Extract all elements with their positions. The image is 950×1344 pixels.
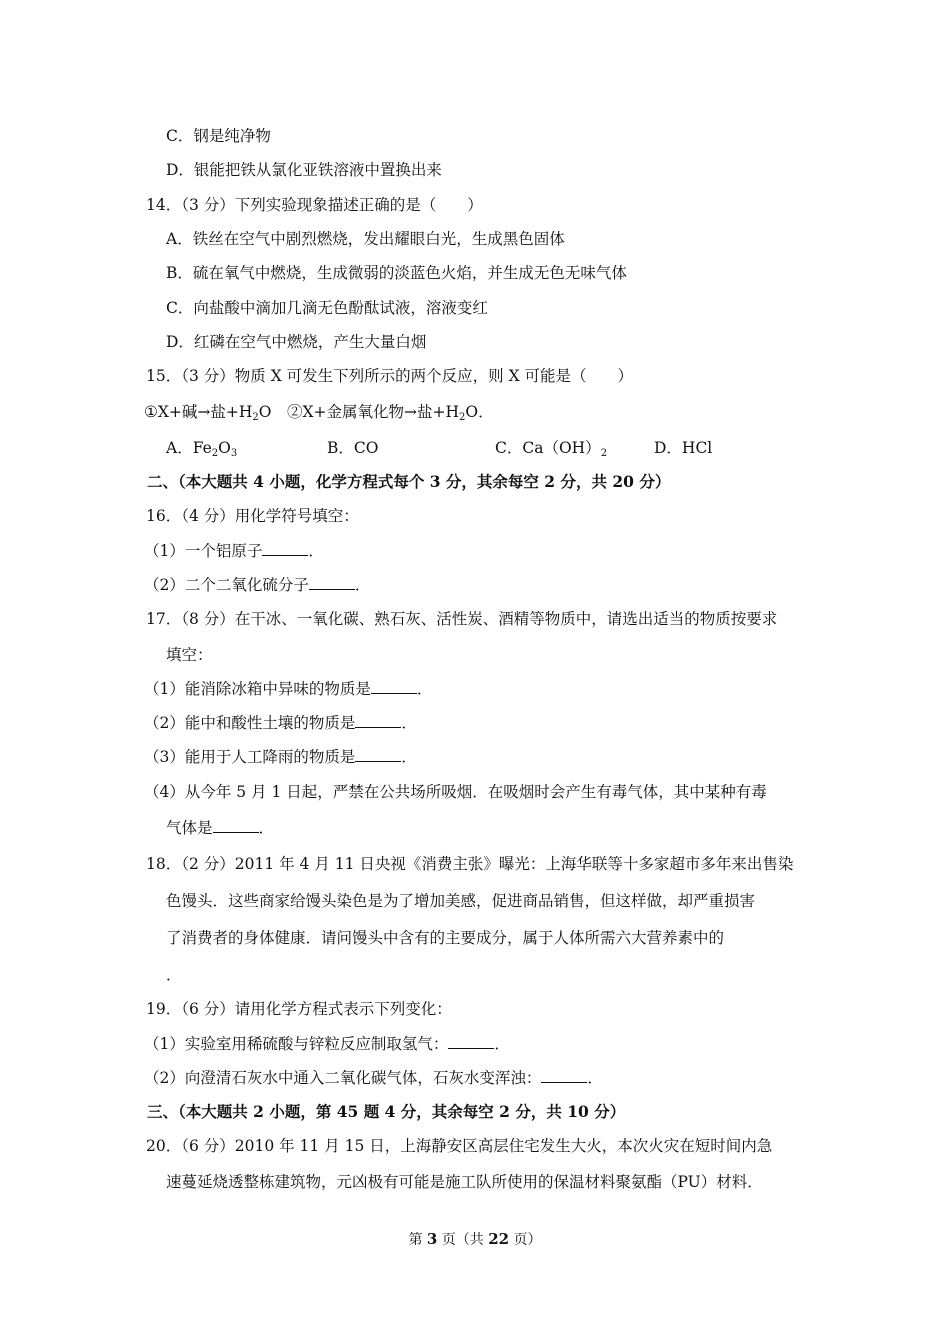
q15-option-a-sub1: 2 <box>211 448 219 459</box>
q16-stem: 16．（4 分）用化学符号填空： <box>146 507 359 525</box>
q15-reaction-1: ①X+碱→盐+H <box>144 403 253 421</box>
q14-option-b: B．硫在氧气中燃烧，生成微弱的淡蓝色火焰，并生成无色无味气体 <box>166 264 627 282</box>
footer-prefix: 第 <box>408 1232 427 1248</box>
q14-stem: 14．（3 分）下列实验现象描述正确的是（ ） <box>146 196 483 214</box>
q18-line-2: 色馒头．这些商家给馒头染色是为了增加美感，促进商品销售，但这样做，却严重损害 <box>166 892 756 910</box>
q13-option-d: D．银能把铁从氯化亚铁溶液中置换出来 <box>166 161 442 179</box>
footer-suffix: 页） <box>509 1232 542 1248</box>
answer-blank[interactable] <box>448 1048 494 1049</box>
q17-part-3 <box>144 747 417 767</box>
answer-blank[interactable] <box>309 589 355 590</box>
q17-part-2 <box>144 713 417 733</box>
q14-option-d: D．红磷在空气中燃烧，产生大量白烟 <box>166 333 427 351</box>
q18-line-4: ． <box>166 966 182 984</box>
period: ． <box>494 1035 510 1053</box>
q15-reaction-2: O ②X+金属氧化物→盐+H <box>258 403 460 421</box>
q17-part-1 <box>144 679 432 699</box>
q15-option-a-mid: O <box>218 439 231 457</box>
answer-blank[interactable] <box>213 832 259 833</box>
q19-part-1 <box>144 1034 510 1054</box>
q15-reaction-2-sub: 2 <box>459 412 466 423</box>
q17-part-1-text: （1）能消除冰箱中异味的物质是 <box>144 680 371 698</box>
q17-stem: 17．（8 分）在干冰、一氧化碳、熟石灰、活性炭、酒精等物质中，请选出适当的物质按要求 <box>146 610 778 628</box>
q19-part-2-text: （2）向澄清石灰水中通入二氧化碳气体，石灰水变浑浊： <box>144 1069 542 1087</box>
q15-stem: 15．（3 分）物质 X 可发生下列所示的两个反应，则 X 可能是（ ） <box>146 367 634 385</box>
q17-stem-cont: 填空： <box>166 646 213 664</box>
q20-line-2: 速蔓延烧透整栋建筑物，元凶极有可能是施工队所使用的保温材料聚氨酯（PU）材料． <box>166 1173 763 1191</box>
q16-part-2 <box>144 575 370 595</box>
q15-option-c-text: C．Ca（OH） <box>495 439 601 457</box>
q16-part-1 <box>144 541 324 561</box>
q17-part-2-text: （2）能中和酸性土壤的物质是 <box>144 714 356 732</box>
q14-option-c: C．向盐酸中滴加几滴无色酚酞试液，溶液变红 <box>166 299 488 317</box>
q19-stem: 19．（6 分）请用化学方程式表示下列变化： <box>146 1000 452 1018</box>
page-number: 3 <box>426 1230 438 1248</box>
q14-option-a: A．铁丝在空气中剧烈燃烧，发出耀眼白光，生成黑色固体 <box>166 230 565 248</box>
page-footer <box>0 1229 950 1249</box>
q16-part-2-text: （2）二个二氧化硫分子 <box>144 576 309 594</box>
q17-part-3-text: （3）能用于人工降雨的物质是 <box>144 748 356 766</box>
q19-part-2 <box>144 1068 603 1088</box>
q18-stem: 18．（2 分）2011 年 4 月 11 日央视《消费主张》曝光：上海华联等十多家超市多年来出售染 <box>146 855 794 873</box>
period: ． <box>401 714 417 732</box>
answer-blank[interactable] <box>355 727 401 728</box>
q13-option-c: C．钢是纯净物 <box>166 127 271 145</box>
period: ． <box>308 542 324 560</box>
answer-blank[interactable] <box>541 1082 587 1083</box>
footer-middle: 页（共 <box>437 1232 489 1248</box>
period: ． <box>587 1069 603 1087</box>
period: ． <box>401 748 417 766</box>
q15-option-b: B．CO <box>327 439 379 457</box>
q15-option-c-sub: 2 <box>600 448 608 459</box>
q15-option-a <box>166 438 237 458</box>
answer-blank[interactable] <box>355 761 401 762</box>
q15-option-d: D．HCl <box>654 439 713 457</box>
section-3-heading: 三、（本大题共 2 小题，第 45 题 4 分，其余每空 2 分，共 10 分） <box>147 1102 626 1121</box>
section-2-heading: 二、（本大题共 4 小题，化学方程式每个 3 分，其余每空 2 分，共 20 分） <box>147 472 671 491</box>
period: ． <box>416 680 433 698</box>
q17-part-4-cont-text: 气体是 <box>166 819 213 837</box>
answer-blank[interactable] <box>262 555 308 556</box>
total-pages: 22 <box>488 1230 510 1248</box>
q16-part-1-text: （1）一个铝原子 <box>144 542 263 560</box>
q20-stem: 20．（6 分）2010 年 11 月 15 日，上海静安区高层住宅发生大火，本次火灾在短时间内急 <box>146 1137 773 1155</box>
answer-blank[interactable] <box>371 693 417 694</box>
q19-part-1-text: （1）实验室用稀硫酸与锌粒反应制取氢气： <box>144 1035 449 1053</box>
q15-reaction-1-sub: 2 <box>252 412 259 423</box>
period: ． <box>354 576 371 594</box>
q17-part-4: （4）从今年 5 月 1 日起，严禁在公共场所吸烟．在吸烟时会产生有毒气体，其中某种有毒 <box>144 783 767 801</box>
q15-option-a-sub2: 3 <box>230 448 238 459</box>
q15-reactions <box>144 402 494 422</box>
period: ． <box>258 819 275 837</box>
q18-line-3: 了消费者的身体健康．请问馒头中含有的主要成分，属于人体所需六大营养素中的 <box>166 929 725 947</box>
q15-reaction-2-end: O． <box>465 403 494 421</box>
q15-option-a-text: A．Fe <box>166 439 212 457</box>
q15-option-c <box>495 438 607 458</box>
q17-part-4-cont <box>166 818 274 838</box>
